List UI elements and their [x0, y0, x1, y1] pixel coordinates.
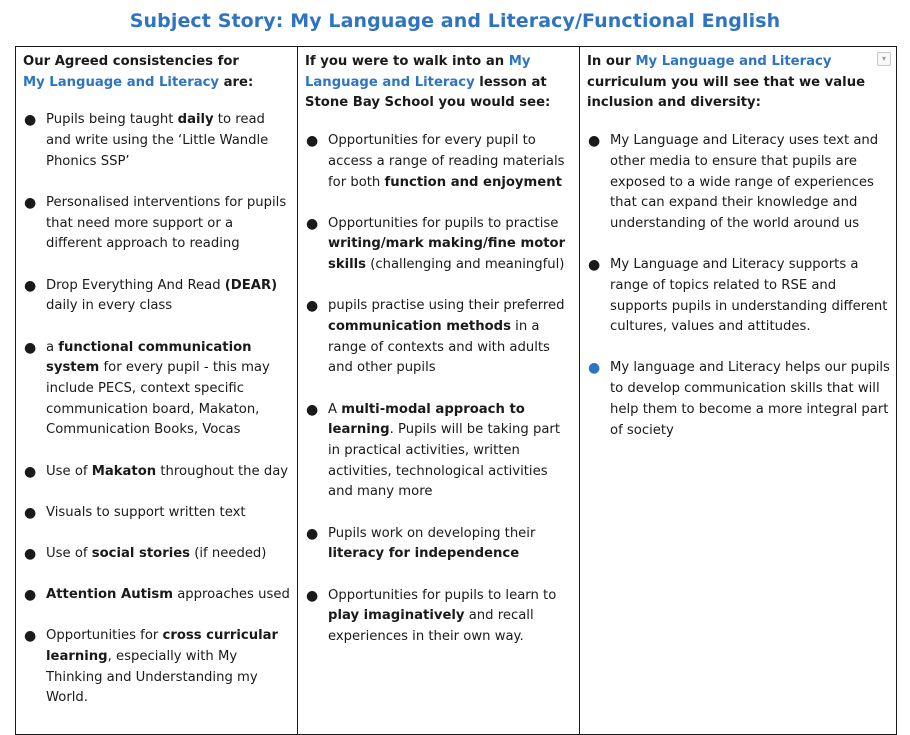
bullet-icon: ●: [306, 133, 319, 150]
list-item: [587, 131, 890, 235]
bullet-list: [587, 131, 890, 441]
emphasis-text: communication methods: [328, 319, 511, 335]
list-item: [587, 358, 890, 441]
item-text: a: [46, 339, 59, 355]
item-text: Pupils work on developing their: [328, 525, 536, 541]
bullet-icon: ●: [24, 112, 37, 129]
bullet-icon: ●: [24, 628, 37, 645]
heading-text: curriculum you will see that we value inclusion and diversity:: [587, 74, 866, 111]
item-text: Use of: [46, 545, 92, 561]
title-prefix: Subject Story:: [129, 10, 291, 32]
heading-subject-link: My Language and Literacy: [635, 54, 832, 69]
item-text: Opportunities for pupils to learn to: [328, 587, 557, 603]
bullet-icon: ●: [306, 525, 319, 542]
bullet-icon: ●: [24, 195, 37, 212]
list-item: [587, 255, 890, 338]
list-item: [23, 544, 291, 565]
heading-subject-link: My Language and Literacy: [23, 74, 220, 90]
emphasis-text: (DEAR): [224, 277, 278, 293]
item-text: pupils practise using their preferred: [328, 298, 565, 314]
column-agreed-consistencies: [16, 47, 298, 735]
bullet-icon: ●: [588, 257, 601, 274]
item-text: in a range of contexts and with adults and other pupils: [328, 319, 550, 376]
emphasis-text: daily: [177, 112, 214, 128]
item-text: My language and Literacy helps our pupils to develop communication skills that will help them to become a more integral part of society: [610, 360, 890, 438]
emphasis-text: play imaginatively: [328, 608, 465, 624]
item-text: , especially with My Thinking and Understanding my World.: [46, 649, 258, 706]
item-text: . Pupils will be taking part in practical activities, written activities, technological activities and many more: [328, 422, 560, 500]
item-text: Use of: [46, 463, 92, 479]
item-text: Opportunities for every pupil to access a range of reading materials for both: [328, 133, 565, 190]
item-text: Visuals to support written text: [46, 504, 246, 520]
bullet-icon: ●: [24, 463, 37, 480]
emphasis-text: social stories: [91, 545, 191, 561]
emphasis-text: literacy for independence: [328, 546, 520, 562]
column-inclusion-diversity: [580, 47, 897, 735]
bullet-icon: ●: [588, 133, 601, 150]
heading-text: In our: [587, 54, 636, 69]
emphasis-text: Makaton: [91, 463, 157, 479]
item-text: My Language and Literacy supports a range of topics related to RSE and supports pupils in understanding different cultures, values and attitudes.: [610, 257, 888, 335]
list-item: [23, 626, 291, 709]
item-text: Opportunities for: [46, 628, 163, 644]
column-heading: [305, 52, 573, 114]
list-item: [23, 462, 291, 483]
bullet-icon: ●: [24, 339, 37, 356]
bullet-icon: ●: [24, 587, 37, 604]
heading-text: Our Agreed consistencies for: [23, 54, 239, 69]
list-item: [23, 193, 291, 255]
bullet-list: [305, 131, 573, 648]
item-text: Pupils being taught: [46, 112, 178, 128]
heading-subject-link: My Language and Literacy: [305, 54, 531, 90]
bullet-icon: ●: [306, 587, 319, 604]
list-item: [305, 400, 573, 504]
emphasis-text: multi-modal approach to learning: [328, 401, 525, 438]
bullet-icon: ●: [24, 277, 37, 294]
list-item: [23, 585, 291, 606]
bullet-icon: ●: [588, 360, 601, 377]
item-text: Opportunities for pupils to practise: [328, 215, 559, 231]
list-item: [23, 276, 291, 317]
subject-story-table: [15, 46, 897, 735]
emphasis-text: Attention Autism: [46, 587, 174, 603]
emphasis-text: function and enjoyment: [384, 174, 562, 190]
list-item: [305, 524, 573, 565]
emphasis-text: writing/mark making/fine motor skills: [328, 236, 566, 273]
emphasis-text: cross curricular learning: [46, 628, 279, 665]
bullet-icon: ●: [306, 401, 319, 418]
list-item: [23, 503, 291, 524]
emphasis-text: functional communication system: [46, 339, 252, 376]
bullet-icon: ●: [306, 298, 319, 315]
column-heading: [23, 52, 291, 93]
bullet-list: [23, 110, 291, 709]
item-text: My Language and Literacy uses text and other media to ensure that pupils are exposed to a wide range of experiences that can expand their knowledge and understanding of the world around us: [610, 133, 879, 231]
item-text: A: [328, 401, 342, 417]
heading-text: are:: [219, 74, 254, 90]
title-subject: My Language and Literacy/Functional English: [290, 10, 781, 32]
item-text: Drop Everything And Read: [46, 277, 225, 293]
item-text: throughout the day: [156, 463, 289, 479]
list-item: [305, 586, 573, 648]
item-text: daily in every class: [46, 298, 173, 314]
item-text: and recall experiences in their own way.: [328, 608, 534, 644]
page-title: [0, 10, 910, 32]
list-item: [23, 338, 291, 442]
bullet-icon: ●: [24, 504, 37, 521]
list-item: [305, 296, 573, 379]
list-item: [23, 110, 291, 172]
item-text: (if needed): [190, 545, 267, 561]
list-item: [305, 131, 573, 193]
item-text: approaches used: [173, 587, 290, 603]
item-text: Personalised interventions for pupils that need more support or a different approach to reading: [46, 195, 287, 252]
item-text: to read and write using the ‘Little Wandle Phonics SSP’: [46, 112, 269, 169]
bullet-icon: ●: [24, 545, 37, 562]
list-item: [305, 214, 573, 276]
column-heading: [587, 52, 890, 114]
column-lesson-view: [298, 47, 580, 735]
item-text: for every pupil - this may include PECS, context specific communication board, Makaton, Communication Books, Vocas: [46, 360, 270, 438]
heading-text: lesson at Stone Bay School you would see:: [305, 74, 551, 111]
bullet-icon: ●: [306, 215, 319, 232]
item-text: (challenging and meaningful): [366, 257, 565, 273]
filter-dropdown-icon[interactable]: ▾: [877, 52, 891, 66]
heading-text: If you were to walk into an: [305, 54, 509, 69]
